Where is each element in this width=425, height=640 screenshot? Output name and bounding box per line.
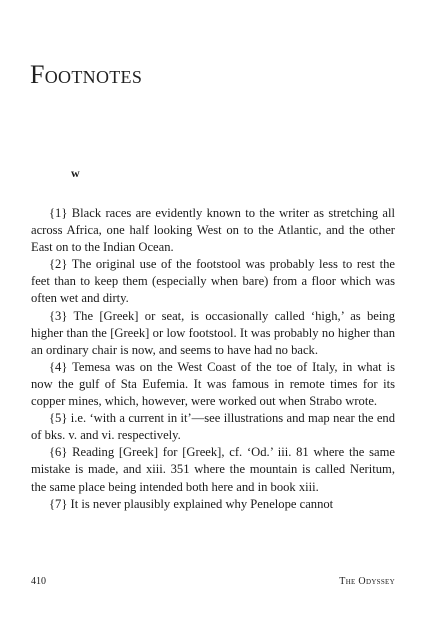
footnote-2: {2} The original use of the footstool was probably less to rest the feet than to keep them (especially when bare) from a floor which was often wet and dirty. [31, 257, 395, 306]
footnote-3: {3} The [Greek] or seat, is occasionally called ‘high,’ as being higher than the [Greek] or low footstool. It was probably no higher than an ordinary chair is now, and seems to have had no back. [31, 308, 395, 357]
footnote-1: {1} Black races are evidently known to the writer as stretching all across Africa, one half looking West on to the Atlantic, and the other East on to the Indian Ocean. [31, 206, 395, 255]
page-heading: Footnotes [30, 60, 143, 89]
page-number: 410 [31, 576, 46, 587]
footnote-6: {6} Reading [Greek] for [Greek], cf. ‘Od.’ iii. 81 where the same mistake is made, and xiii. 351 where the mountain is called Neritum, the same place being intended both here and in book xiii. [31, 445, 395, 494]
section-mark: w [71, 166, 80, 180]
footnote-4: {4} Temesa was on the West Coast of the toe of Italy, in what is now the gulf of Sta Eufemia. It was famous in remote times for its copper mines, which, however, were worked out when Strabo wrote. [31, 359, 395, 409]
footnote-7: {7} It is never plausibly explained why Penelope cannot [49, 496, 334, 511]
running-title: The Odyssey [339, 576, 395, 587]
footnotes-list [31, 205, 395, 513]
footnote-5: {5} i.e. ‘with a current in it’—see illustrations and map near the end of bks. v. and vi. respectively. [31, 411, 395, 443]
